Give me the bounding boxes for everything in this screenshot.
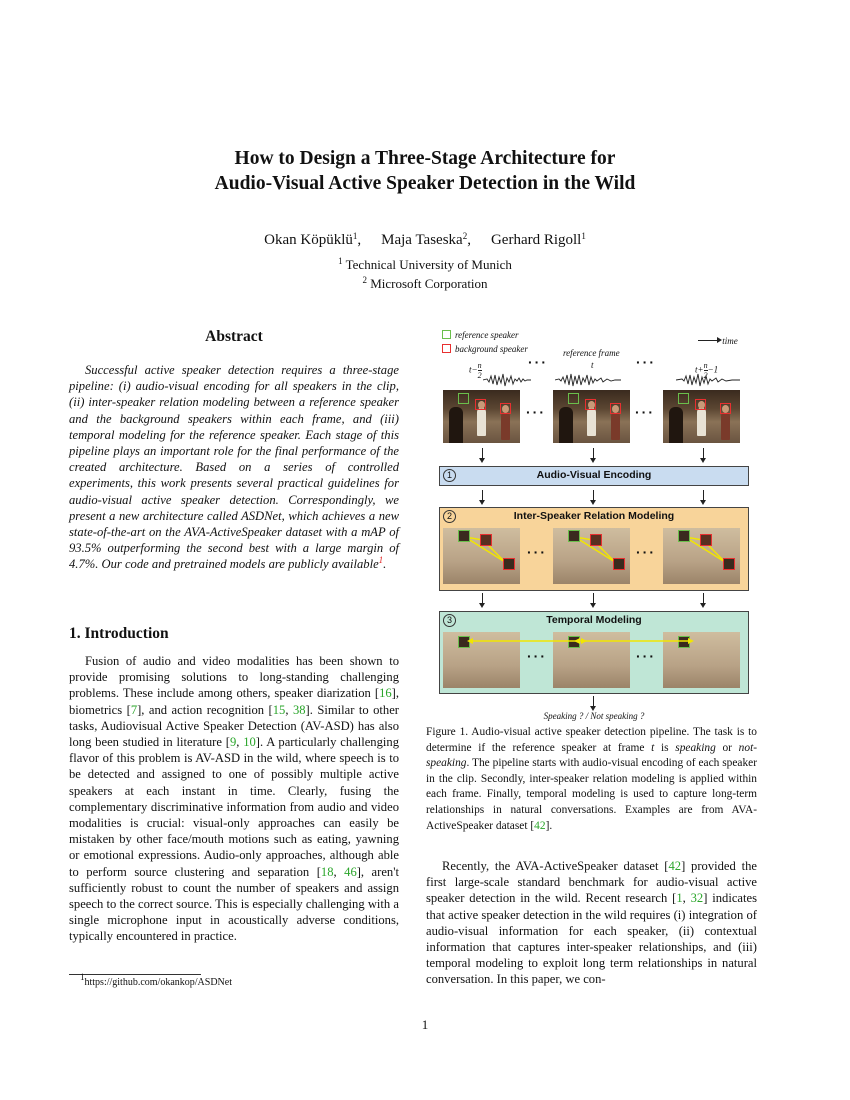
fraction-denominator: 2: [703, 371, 708, 380]
figure-caption: [426, 725, 757, 834]
stage-number-badge: 2: [443, 510, 456, 523]
flow-arrow-icon: [482, 448, 483, 459]
audio-waveform-icon: [555, 373, 621, 387]
author-name: Okan Köpüklü: [264, 232, 353, 248]
legend-label: reference speaker: [455, 330, 519, 340]
caption-emph: speaking: [675, 741, 716, 754]
stage-inter-speaker-relation: [439, 507, 749, 591]
body-text: Recently, the AVA-ActiveSpeaker dataset [: [442, 859, 669, 873]
ellipsis-dots: ···: [636, 648, 656, 664]
affiliation-name: Technical University of Munich: [345, 257, 512, 272]
pipeline-figure: [436, 328, 752, 724]
ellipsis-dots: ···: [635, 404, 655, 420]
author-name: Gerhard Rigoll: [490, 232, 582, 248]
title-line-1: How to Design a Three-Stage Architecture for: [234, 148, 616, 169]
reference-frame-t: t: [591, 360, 594, 370]
ellipsis-dots: ···: [527, 648, 547, 664]
author-name: Maja Taseska: [381, 232, 463, 248]
ellipsis-dots: ···: [636, 544, 656, 560]
output-label: Speaking ? / Not speaking ?: [543, 711, 645, 721]
relation-frame-image: [663, 528, 740, 584]
ellipsis-dots: ···: [636, 354, 656, 370]
flow-arrow-icon: [482, 593, 483, 604]
video-frame-image: [443, 390, 520, 443]
title-line-2: Audio-Visual Active Speaker Detection in the Wild: [214, 173, 636, 194]
temporal-link-icon: [440, 612, 748, 693]
flow-arrow-icon: [593, 696, 594, 707]
body-text: ] indicates that active speaker detection in the wild requires (i) integration of audio-visual information for each speaker, (ii) contextual information that captures inter-speaker relationships, and (iii) temporal modeling to exploit long term relationships in natural conversation. In this paper, we con-: [426, 891, 757, 987]
abstract-heading: Abstract: [205, 328, 263, 345]
reference-swatch-icon: [442, 330, 451, 339]
caption-text: . The pipeline starts with audio-visual encoding of each speaker in the clip. Secondly, inter-speaker relation modeling is applied within each frame. Finally, temporal modeling is used to capture long-term relationships in natural conversations. Examples are from AVA-ActiveSpeaker dataset [: [426, 757, 757, 832]
label-part: t−: [469, 364, 478, 375]
relation-frame-image: [553, 528, 630, 584]
flow-arrow-icon: [703, 448, 704, 459]
affiliation-sup: 1: [338, 256, 343, 266]
ellipsis-dots: ···: [527, 544, 547, 560]
affiliation-1: [0, 257, 850, 273]
introduction-heading: 1. Introduction: [69, 625, 169, 642]
footnote: [80, 972, 232, 988]
reference-frame-label: reference frame: [563, 348, 620, 358]
time-axis-label: [698, 336, 738, 346]
affiliation-2: [0, 276, 850, 292]
caption-text: is: [654, 741, 676, 754]
stage-title: Inter-Speaker Relation Modeling: [513, 510, 675, 522]
footnote-marker: 1: [80, 972, 85, 982]
citation-link[interactable]: 16: [379, 686, 392, 701]
citation-link[interactable]: 42: [534, 819, 546, 832]
intro-text: ]. Similar to other tasks, Audiovisual Active Speaker Detection (AV-ASD) has also long been studied in literature [: [69, 702, 399, 750]
label-part: −1: [707, 364, 719, 375]
caption-text: Figure 1. Audio-visual active speaker detection pipeline. The task is to determine if the reference speaker at frame: [426, 726, 757, 754]
frame-label-t-minus: [469, 361, 482, 380]
intro-text: ]. A particularly challenging flavor of this problem is AV-ASD in the wild, where speech is to be detected and assigned to one of possibly multiple active speakers at each instant in time. Clearly, fusing the complementary discriminative information from audio and video modalities is crucial: visual-only approaches can easily be mistaken by other face/mouth motions such as eating, yawning or emotional expressions. Audio-only approaches, although able to perform source clustering and separation [: [69, 735, 399, 879]
citation-link[interactable]: 32: [690, 891, 704, 906]
label-part: t+: [695, 364, 704, 375]
flow-arrow-icon: [703, 490, 704, 501]
video-frame-image: [663, 390, 740, 443]
author-affil-sup: 1: [581, 231, 586, 241]
abstract-text: Successful active speaker detection requires a three-stage pipeline: (i) audio-visual encoding for all speakers in the clip, (ii) inter-speaker relation modeling between a reference speaker and the background speakers within each frame, and (iii) temporal modeling for the reference speaker. Each stage of this pipeline plays an important role for the final performance of the created architecture. Based on a series of controlled experiments, this work presents several practical guidelines for audio-visual active speaker detection. Correspondingly, we present a new architecture called ASDNet, which achieves a new state-of-the-art on the AVA-ActiveSpeaker dataset with a mAP of 93.5% outperforming the second best with a large margin of 4.7%. Our code and pretrained models are publicly available$^1$.: [69, 363, 399, 572]
intro-text: Fusion of audio and video modalities has been shown to provide promising solutions to long-standing challenging problems. These include among others, speaker diarization [: [69, 654, 399, 701]
abstract-body: Successful active speaker detection requires a three-stage pipeline: (i) audio-visual encoding for all speakers in the clip, (ii) inter-speaker relation modeling between a reference speaker and the background speakers within each frame, and (iii) temporal modeling for the reference speaker. Each stage of this pipeline plays an important role for the final performance of the created architecture. Based on a series of controlled experiments, this work presents several practical guidelines for audio-visual active speaker detection. Correspondingly, we present a new architecture called ASDNet, which achieves a new state-of-the-art on the AVA-ActiveSpeaker dataset with a mAP of 93.5% outperforming the second best with a large margin of 4.7%. Our code and pretrained models are publicly available: [69, 363, 399, 572]
caption-math: t: [651, 741, 655, 754]
stage-title: Temporal Modeling: [546, 614, 642, 626]
time-arrow-icon: [698, 340, 720, 341]
ellipsis-dots: ···: [528, 354, 548, 370]
fraction-denominator: 2: [477, 371, 482, 380]
flow-arrow-icon: [593, 593, 594, 604]
stage-temporal-modeling: [439, 611, 749, 694]
stage-number-badge: 1: [443, 469, 456, 482]
citation-link[interactable]: 7: [130, 702, 138, 717]
intro-text: ], and action recognition [: [137, 702, 273, 717]
video-frame-image: [553, 390, 630, 443]
caption-emph: not-speaking: [426, 741, 758, 770]
citation-link[interactable]: 15: [272, 702, 286, 717]
background-swatch-icon: [442, 344, 451, 353]
legend-label: background speaker: [455, 344, 528, 354]
footnote-url[interactable]: https://github.com/okankop/ASDNet: [84, 977, 232, 988]
page-number: 1: [421, 1017, 429, 1032]
intro-text: ], aren't sufficiently robust to count the number of speakers and assign speech to the correct source. This is especially challenging with a single microphone input in acoustically adverse conditions, typically encountered in practice.: [69, 864, 399, 944]
flow-arrow-icon: [593, 448, 594, 459]
flow-arrow-icon: [593, 490, 594, 501]
fraction-numerator: n: [477, 361, 482, 370]
time-label: time: [722, 336, 738, 346]
author-affil-sup: 1: [352, 231, 358, 241]
author-affil-sup: 2: [462, 231, 468, 241]
affiliation-name: Microsoft Corporation: [370, 276, 488, 291]
audio-waveform-icon: [483, 373, 531, 387]
right-column-paragraph: Recently, the AVA-ActiveSpeaker dataset [42] provided the first large-scale standard benchmark for audio-visual active speaker detection in the wild. Recent research [1, 32] indicates that active speaker detection in the wild requires (i) integration of audio-visual information for each speaker, (ii) contextual information that captures inter-speaker relationships, and (iii) temporal modeling to exploit long term relationships in natural conversation. In this paper, we con-: [426, 859, 757, 987]
affiliation-sup: 2: [362, 275, 367, 285]
intro-text: ], biometrics [: [69, 686, 399, 717]
body-text: ] provided the first large-scale standard benchmark for audio-visual active speaker detection in the wild. Recent research [: [426, 859, 757, 906]
ellipsis-dots: ···: [526, 404, 546, 420]
legend-reference: [442, 330, 519, 340]
author-list: Okan Köpüklü$^1$, Maja Taseska$^2$, Gerhard Rigoll$^1$: [264, 231, 586, 248]
footnote-rule: [69, 974, 201, 975]
citation-link[interactable]: 10: [243, 735, 256, 750]
relation-frame-image: [443, 528, 520, 584]
flow-arrow-icon: [703, 593, 704, 604]
citation-link[interactable]: 42: [668, 859, 682, 873]
paper-title: [0, 146, 850, 196]
citation-link[interactable]: 9: [229, 735, 237, 750]
citation-link[interactable]: 18: [320, 864, 334, 879]
caption-text: ].: [545, 819, 553, 832]
audio-waveform-icon: [676, 373, 740, 387]
fraction-numerator: n: [703, 361, 708, 370]
caption-text: or: [715, 741, 739, 754]
stage-number-badge: 3: [443, 614, 456, 627]
abstract-footnote-marker[interactable]: 1: [378, 555, 384, 566]
introduction-paragraph: Fusion of audio and video modalities has been shown to provide promising solutions to long-standing challenging problems. These include among others, speaker diarization [16], biometrics [7], and action recognition [15, 38]. Similar to other tasks, Audiovisual Active Speaker Detection (AV-ASD) has also long been studied in literature [9, 10]. A particularly challenging flavor of this problem is AV-ASD in the wild, where speech is to be detected and assigned to one of possibly multiple active speakers at each instant in time. Clearly, fusing the complementary discriminative information from audio and video modalities is crucial: visual-only approaches can easily be mistaken by other face/mouth motions such as eating, yawning or emotional expressions. Audio-only approaches, although able to perform source clustering and separation [18, 46], aren't sufficiently robust to count the number of speakers and assign speech to the correct source. This is especially challenging with a single microphone input in acoustically adverse conditions, typically encountered in practice.: [69, 654, 399, 944]
legend-background: [442, 344, 528, 354]
citation-link[interactable]: 46: [344, 864, 357, 879]
citation-link[interactable]: 1: [676, 891, 683, 906]
citation-link[interactable]: 38: [292, 702, 306, 717]
stage-audio-visual-encoding: [439, 466, 749, 486]
flow-arrow-icon: [482, 490, 483, 501]
stage-title: Audio-Visual Encoding: [536, 469, 652, 481]
